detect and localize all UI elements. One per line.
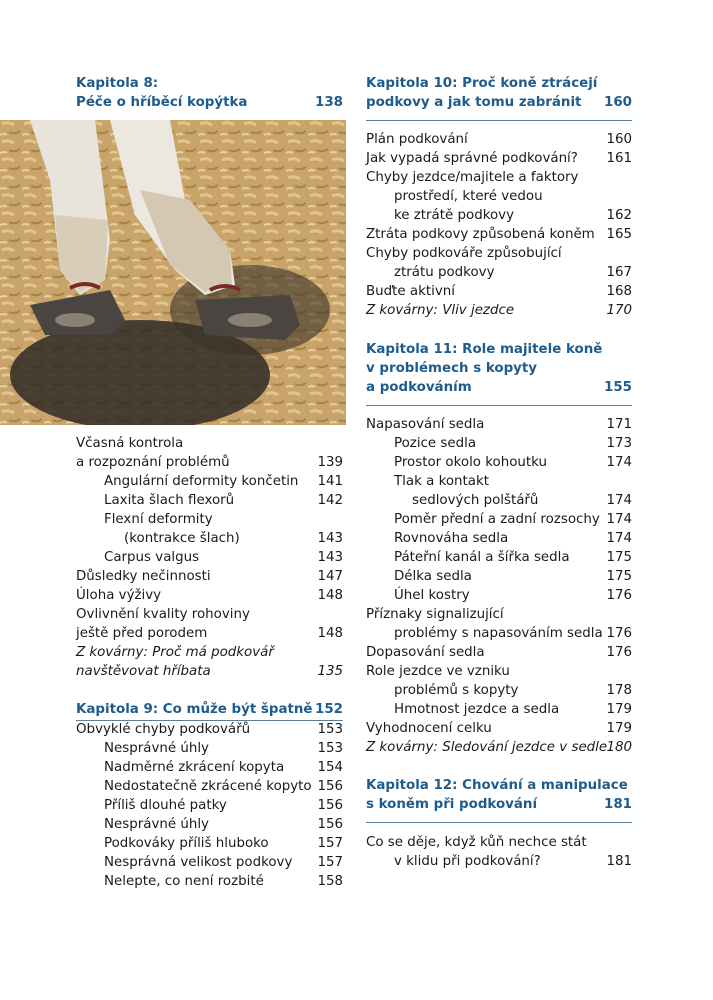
toc-entry[interactable]: Napasování sedla 171 — [366, 417, 632, 432]
chapter-12-heading[interactable]: Kapitola 12: Chování a manipulace s koněm při podkování 181 — [366, 778, 632, 812]
toc-entry[interactable]: Důsledky nečinnosti 147 — [76, 569, 343, 584]
chapter-divider — [366, 822, 632, 823]
toc-entry[interactable]: Plán podkování 160 — [366, 132, 632, 147]
toc-entry[interactable]: Role jezdce ve vzniku — [366, 664, 510, 679]
toc-entry[interactable]: Páteřní kanál a šířka sedla 175 — [394, 550, 632, 565]
toc-entry[interactable]: Délka sedla 175 — [394, 569, 632, 584]
toc-entry[interactable]: a rozpoznání problémů 139 — [76, 455, 343, 470]
toc-entry-from-forge[interactable]: navštěvovat hříbata 135 — [76, 664, 343, 679]
toc-entry[interactable]: Poměr přední a zadní rozsochy 174 — [394, 512, 632, 527]
toc-entry[interactable]: Angulární deformity končetin 141 — [104, 474, 343, 489]
toc-entry-from-forge[interactable]: Z kovárny: Proč má podkovář — [76, 645, 274, 660]
toc-entry[interactable]: sedlových polštářů 174 — [412, 493, 632, 508]
chapter-divider — [366, 120, 632, 121]
toc-entry[interactable]: Flexní deformity — [104, 512, 213, 527]
toc-entry[interactable]: (kontrakce šlach) 143 — [124, 531, 343, 546]
chapter-8-title-line1: Kapitola 8: — [76, 76, 159, 91]
toc-entry-from-forge[interactable]: Z kovárny: Vliv jezdce 170 — [366, 303, 632, 318]
toc-entry[interactable]: Co se děje, když kůň nechce stát — [366, 835, 587, 850]
toc-entry[interactable]: ztrátu podkovy 167 — [394, 265, 632, 280]
chapter-8-page: 138 — [315, 95, 343, 110]
chapter-10-heading[interactable]: Kapitola 10: Proč koně ztrácejí podkovy a jak tomu zabránit 160 — [366, 76, 632, 110]
chapter-photo — [0, 120, 346, 425]
chapter-8-title-line2: Péče o hříběcí kopýtka — [76, 95, 248, 110]
toc-entry-from-forge[interactable]: Z kovárny: Sledování jezdce v sedle 180 — [366, 740, 632, 755]
toc-entry[interactable]: Hmotnost jezdce a sedla 179 — [394, 702, 632, 717]
chapter-divider — [366, 405, 632, 406]
toc-entry[interactable]: Tlak a kontakt — [394, 474, 489, 489]
toc-entry[interactable]: Nesprávná velikost podkovy 157 — [104, 855, 343, 870]
toc-entry[interactable]: Včasná kontrola — [76, 436, 184, 451]
toc-entry[interactable]: Nesprávné úhly 156 — [104, 817, 343, 832]
toc-entry[interactable]: Úhel kostry 176 — [394, 588, 632, 603]
chapter-8-heading[interactable] — [76, 74, 343, 112]
toc-entry[interactable]: Dopasování sedla 176 — [366, 645, 632, 660]
chapter-9-heading[interactable] — [76, 700, 343, 719]
toc-entry[interactable]: Chyby podkováře způsobující — [366, 246, 562, 261]
chapter-9-title: Kapitola 9: Co může být špatně — [76, 702, 313, 717]
toc-entry[interactable]: Ztráta podkovy způsobená koněm 165 — [366, 227, 632, 242]
toc-entry[interactable]: Nedostatečně zkrácené kopyto 156 — [104, 779, 343, 794]
toc-entry[interactable]: Vyhodnocení celku 179 — [366, 721, 632, 736]
toc-entry[interactable]: Buďte aktivní 168 — [366, 284, 632, 299]
toc-entry[interactable]: prostředí, které vedou — [394, 189, 543, 204]
toc-entry[interactable]: Podkováky příliš hluboko 157 — [104, 836, 343, 851]
toc-entry[interactable]: ke ztrátě podkovy 162 — [394, 208, 632, 223]
toc-entry[interactable]: Chyby jezdce/majitele a faktory — [366, 170, 579, 185]
toc-entry[interactable]: problémů s kopyty 178 — [394, 683, 632, 698]
toc-entry[interactable]: Pozice sedla 173 — [394, 436, 632, 451]
toc-entry[interactable]: v klidu při podkování? 181 — [394, 854, 632, 869]
toc-entry[interactable]: Příliš dlouhé patky 156 — [104, 798, 343, 813]
toc-entry[interactable]: Úloha výživy 148 — [76, 588, 343, 603]
toc-entry[interactable]: Nesprávné úhly 153 — [104, 741, 343, 756]
chapter-11-heading[interactable]: Kapitola 11: Role majitele koně v problémech s kopyty a podkováním 155 — [366, 342, 632, 395]
chapter-9-page: 152 — [315, 702, 343, 717]
toc-entry[interactable]: Příznaky signalizující — [366, 607, 504, 622]
toc-entry[interactable]: Carpus valgus 143 — [104, 550, 343, 565]
toc-entry[interactable]: Nelepte, co není rozbité 158 — [104, 874, 343, 889]
toc-entry[interactable]: Obvyklé chyby podkovářů 153 — [76, 722, 343, 737]
toc-entry[interactable]: Nadměrné zkrácení kopyta 154 — [104, 760, 343, 775]
toc-entry[interactable]: ještě před porodem 148 — [76, 626, 343, 641]
toc-entry[interactable]: Laxita šlach flexorů 142 — [104, 493, 343, 508]
toc-entry[interactable]: Ovlivnění kvality rohoviny — [76, 607, 250, 622]
toc-entry[interactable]: Jak vypadá správné podkování? 161 — [366, 151, 632, 166]
toc-entry[interactable]: Rovnováha sedla 174 — [394, 531, 632, 546]
toc-entry[interactable]: Prostor okolo kohoutku 174 — [394, 455, 632, 470]
toc-entry[interactable]: problémy s napasováním sedla 176 — [394, 626, 632, 641]
